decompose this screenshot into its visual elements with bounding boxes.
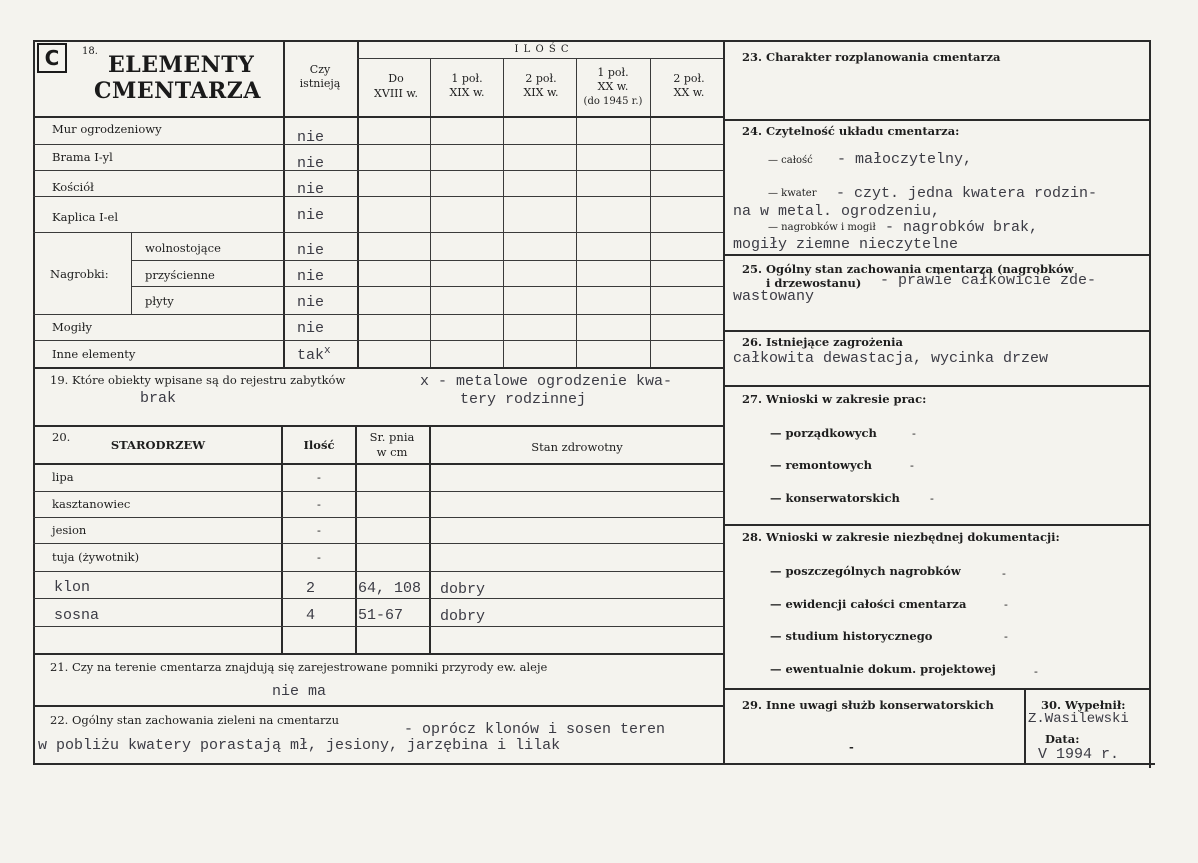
s24-calosc-label: — całość [768,155,813,166]
row-label-kosciol: Kościół [52,180,94,194]
tree-sr-sosna: 51-67 [358,607,404,624]
s24-nagrobkow-label: — nagrobków i mogił [768,222,876,233]
s27-value-porzadkowych: - [912,426,916,440]
tree-qty-lipa: - [317,470,321,484]
tree-stan-klon: dobry [440,581,486,598]
s30-date: V 1994 r. [1038,746,1120,763]
s22-answer-line1: - oprócz klonów i sosen teren [404,721,666,738]
row-label-mur: Mur ogrodzeniowy [52,122,162,136]
tree-name-sosna: sosna [54,607,100,624]
tree-qty-kasztanowiec: - [317,497,321,511]
form-grid [33,40,1155,765]
s22-label: 22. Ogólny stan zachowania zieleni na cmentarzu [50,713,339,727]
s28-value-ewidencji: - [1004,597,1008,611]
period-col-3: 2 poł. [525,72,557,85]
s24-kwater-value: - czyt. jedna kwatera rodzin- [836,185,1098,202]
row-value-inne-mark: x [324,345,331,357]
s26-label: 26. Istniejące zagrożenia [742,335,903,349]
s28-item-nagrobkow: — poszczególnych nagrobków [770,564,961,578]
s28-value-studium: - [1004,629,1008,643]
row-value-mogily: nie [297,320,325,337]
s28-value-nagrobkow: - [1002,566,1006,580]
tree-qty-klon: 2 [306,580,316,597]
s27-item-konserwatorskich: — konserwatorskich [770,491,900,505]
s28-item-projektowej: — ewentualnie dokum. projektowej [770,662,996,676]
s21-answer: nie ma [272,683,327,700]
s24-label: 24. Czytelność układu cmentarza: [742,124,960,138]
period-col-3-sub: XIX w. [523,86,559,99]
row-value-wolnostojace: nie [297,242,325,259]
s25-answer-line2: wastowany [733,288,815,305]
s28-item-ewidencji: — ewidencji całości cmentarza [770,597,967,611]
row-label-inne: Inne elementy [52,347,136,361]
s30-label: 30. Wypełnił: [1041,698,1126,712]
row-label-wolnostojace: wolnostojące [145,241,221,255]
section-letter-box: C [37,43,67,73]
s30-date-label: Data: [1045,732,1080,746]
s30-name: Z.Wasilewski [1028,711,1129,727]
s22-answer-line2: w pobliżu kwatery porastają mł, jesiony, jarzębina i lilak [38,737,561,754]
s29-answer: - [849,740,854,754]
period-col-4-sub2: (do 1945 r.) [583,96,643,107]
tree-name-tuja: tuja (żywotnik) [52,550,140,564]
tree-qty-jesion: - [317,523,321,537]
s28-label: 28. Wnioski w zakresie niezbędnej dokumentacji: [742,530,1060,544]
s19-note-line1: x - metalowe ogrodzenie kwa- [420,373,673,390]
s27-item-remontowych: — remontowych [770,458,873,472]
s24-nagrobkow-value: - nagrobków brak, [885,219,1039,236]
row-value-przyscienne: nie [297,268,325,285]
s28-value-projektowej: - [1034,664,1038,678]
tree-name-lipa: lipa [52,470,74,484]
form-title-line1: ELEMENTY [108,52,255,78]
row-label-kaplica: Kaplica I-el [52,210,119,224]
exists-label-line2: istnieją [299,77,341,90]
s26-answer: całkowita dewastacja, wycinka drzew [733,350,1049,367]
period-col-5-sub: XX w. [673,86,705,99]
tree-name-klon: klon [54,579,91,596]
s28-item-studium: — studium historycznego [770,629,933,643]
s20-number: 20. [52,430,71,444]
section-number: 18. [82,46,98,57]
s24-kwater-label: — kwater [768,188,817,199]
s21-label: 21. Czy na terenie cmentarza znajdują się zarejestrowane pomniki przyrody ew. aleje [50,660,548,674]
s25-answer-line1: - prawie całkowicie zde- [880,272,1097,289]
period-col-1-sub: XVIII w. [374,87,418,100]
s20-col-stan: Stan zdrowotny [531,440,623,454]
s19-answer: brak [140,390,177,407]
tree-qty-sosna: 4 [306,607,316,624]
row-value-mur: nie [297,129,325,146]
tree-name-kasztanowiec: kasztanowiec [52,497,131,511]
s23-label: 23. Charakter rozplanowania cmentarza [742,50,1001,64]
row-value-inne: tak$^x$ [297,345,331,364]
s20-title: STARODRZEW [110,438,206,452]
period-col-5: 2 poł. [673,72,705,85]
nagrobki-label: Nagrobki: [50,267,109,281]
s19-label: 19. Które obiekty wpisane są do rejestru zabytków [50,373,346,387]
s27-value-remontowych: - [910,458,914,472]
s25-label-line1: 25. Ogólny stan zachowania cmentarza (nagrobków [742,262,1074,276]
s20-col-ilosc: Ilość [303,438,335,452]
period-col-4-sub: XX w. [597,80,629,93]
period-col-2: 1 poł. [451,72,483,85]
ilosc-header: I L O Ś C [514,44,570,55]
period-col-4: 1 poł. [597,66,629,79]
period-col-2-sub: XIX w. [449,86,485,99]
tree-qty-tuja: - [317,550,321,564]
row-value-brama: nie [297,155,325,172]
row-label-mogily: Mogiły [52,320,92,334]
s25-label-line2: i drzewostanu) [766,276,862,290]
tree-sr-klon: 64, 108 [358,580,422,597]
row-value-kaplica: nie [297,207,325,224]
s27-label: 27. Wnioski w zakresie prac: [742,392,927,406]
s20-col-sr-line2: w cm [376,445,408,459]
s24-kwater-value2: na w metal. ogrodzeniu, [733,203,941,220]
row-label-przyscienne: przyścienne [145,268,215,282]
period-col-1: Do [388,72,404,85]
row-label-brama: Brama I-yl [52,150,113,164]
tree-name-jesion: jesion [52,523,87,537]
s20-col-sr-line1: Sr. pnia [369,430,415,444]
form-title-line2: CMENTARZA [94,78,261,104]
exists-label-line1: Czy [309,63,331,76]
row-label-plyty: płyty [145,294,174,308]
tree-stan-sosna: dobry [440,608,486,625]
row-value-kosciol: nie [297,181,325,198]
s29-label: 29. Inne uwagi służb konserwatorskich [742,698,994,712]
row-value-plyty: nie [297,294,325,311]
s24-calosc-value: - małoczytelny, [837,151,973,168]
s19-note-line2: tery rodzinnej [460,391,587,408]
s24-nagrobkow-value2: mogiły ziemne nieczytelne [733,236,959,253]
s27-item-porzadkowych: — porządkowych [770,426,877,440]
s27-value-konserwatorskich: - [930,491,934,505]
